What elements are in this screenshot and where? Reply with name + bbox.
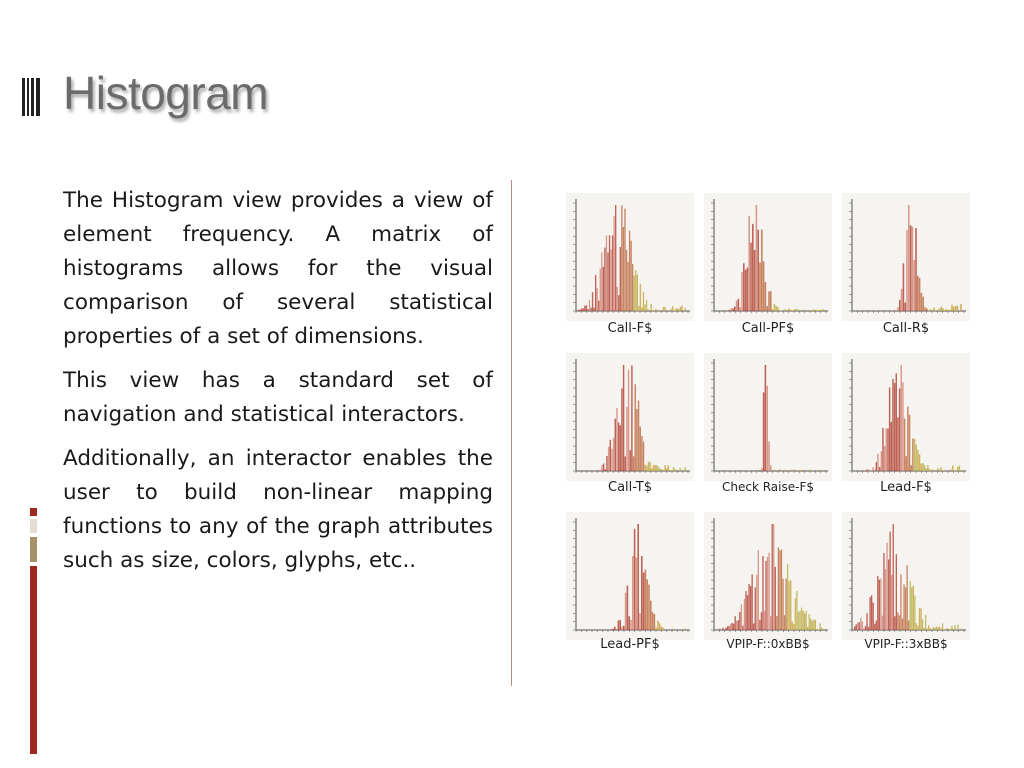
accent-stripe-top [30,508,37,516]
histogram-plot-vpip-f-3xbb [842,512,970,640]
histogram-label: Lead-F$ [880,480,932,495]
accent-stripe-tan [30,537,37,562]
histogram-label: Check Raise-F$ [722,480,814,494]
paragraph-1: The Histogram view provides a view of element frequency. A matrix of histograms allows for the visual comparison of several statistical properties of a set of dimensions. [63,188,493,349]
histogram-label: VPIP-F::3xBB$ [864,637,948,651]
histogram-label: Lead-PF$ [600,637,660,652]
histogram-plot-call-f [566,193,694,321]
histogram-plot-call-t [566,353,694,481]
histogram-plot-lead-f [842,353,970,481]
histogram-label: Call-T$ [608,480,652,495]
histogram-plot-vpip-f-0xbb [704,512,832,640]
accent-stripe-main [30,566,37,754]
histogram-matrix [560,190,975,660]
body-text [63,184,493,588]
accent-stripe-light [30,519,37,533]
column-divider [511,180,512,686]
title-accent-bars [22,78,40,116]
paragraph-2: This view has a standard set of navigation and statistical interactors. [63,368,493,427]
histogram-plot-call-r [842,193,970,321]
histogram-plot-lead-pf [566,512,694,640]
histogram-plot-call-pf [704,193,832,321]
histogram-label: VPIP-F::0xBB$ [726,637,810,651]
histogram-label: Call-R$ [882,321,930,336]
paragraph-3: Additionally, an interactor enables the user to build non-linear mapping functions to any of the graph attributes such as size, colors, glyphs, etc.. [63,446,493,573]
slide-title: Histogram [63,67,269,119]
histogram-label: Call-F$ [607,321,653,336]
histogram-label: Call-PF$ [741,321,795,336]
histogram-plot-check-raise-f [704,353,832,481]
